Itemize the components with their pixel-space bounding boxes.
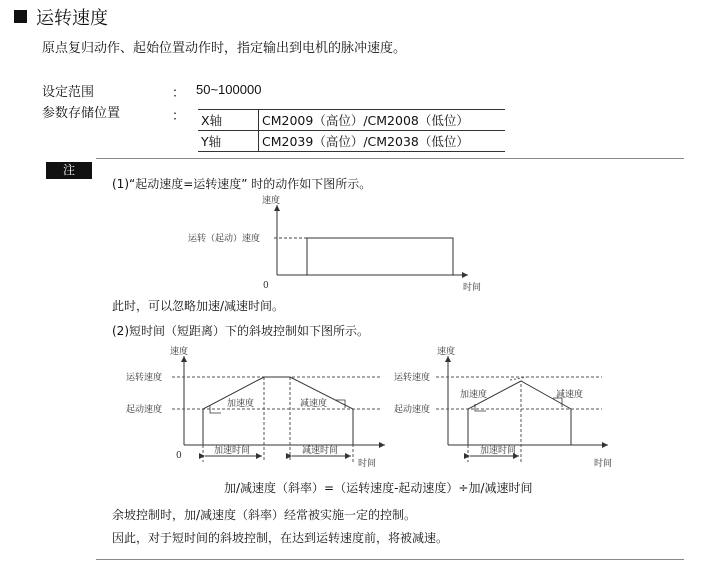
axis-cell: X轴 <box>198 110 259 131</box>
diagram-2-normal-ramp <box>120 340 400 472</box>
start-speed-label: 起动速度 <box>394 405 431 415</box>
decel-time-label: 减速时间 <box>302 446 339 456</box>
diagram-3-short-ramp <box>390 340 620 472</box>
slope-formula: 加/减速度（斜率）=（运转速度-起动速度）÷加/减速时间 <box>224 481 533 495</box>
run-speed-label: 运转速度 <box>394 373 431 383</box>
axis-cell: Y轴 <box>198 131 259 152</box>
decel-slope-label: 减速度 <box>300 399 328 409</box>
range-colon: ： <box>172 86 186 101</box>
run-speed-label: 运转速度 <box>126 373 163 383</box>
table-row <box>198 110 505 131</box>
range-label: 设定范围 <box>42 85 95 100</box>
x-axis-label: 时间 <box>594 459 613 469</box>
section-marker <box>14 10 27 23</box>
storage-table <box>198 109 505 152</box>
section-description: 原点复归动作、起始位置动作时，指定输出到电机的脉冲速度。 <box>42 41 407 56</box>
x-axis-label: 时间 <box>463 283 482 293</box>
table-row <box>198 131 505 152</box>
x-axis-label: 时间 <box>358 459 377 469</box>
y-axis-label: 速度 <box>437 347 456 357</box>
location-cell: CM2009（高位）/CM2008（低位） <box>259 110 506 131</box>
decel-slope-label: 减速度 <box>556 390 584 400</box>
speed-profile <box>203 377 353 445</box>
note-line-3: (2)短时间（短距离）下的斜坡控制如下图所示。 <box>112 324 369 338</box>
location-cell: CM2039（高位）/CM2038（低位） <box>259 131 506 152</box>
accel-slope-label: 加速度 <box>227 399 255 409</box>
note-top-rule <box>96 158 684 159</box>
level-label: 运转（起动）速度 <box>188 234 261 244</box>
origin-label: 0 <box>263 281 269 291</box>
y-axis-label: 速度 <box>262 196 281 206</box>
start-speed-label: 起动速度 <box>126 405 163 415</box>
range-value: 50~100000 <box>196 82 262 97</box>
accel-slope-mark <box>475 404 486 411</box>
y-axis-label: 速度 <box>170 347 189 357</box>
storage-colon: ： <box>172 109 186 124</box>
speed-profile <box>307 238 453 275</box>
storage-label: 参数存储位置 <box>42 106 121 121</box>
section-title: 运转速度 <box>36 8 108 29</box>
accel-slope-label: 加速度 <box>460 390 488 400</box>
note-line-4: 余坡控制时，加/减速度（斜率）经常被实施一定的控制。 <box>112 508 417 522</box>
note-bottom-rule <box>96 559 684 560</box>
accel-time-label: 加速时间 <box>214 446 251 456</box>
origin-label: 0 <box>176 451 182 461</box>
accel-time-label: 加速时间 <box>480 446 517 456</box>
note-line-5: 因此，对于短时间的斜坡控制，在达到运转速度前，将被减速。 <box>112 531 449 545</box>
note-line-1: (1)“起动速度=运转速度” 时的动作如下图所示。 <box>112 177 372 191</box>
note-line-2: 此时，可以忽略加速/减速时间。 <box>112 299 285 313</box>
note-badge: 注 <box>46 162 92 179</box>
diagram-1-run-equals-start <box>180 193 500 295</box>
